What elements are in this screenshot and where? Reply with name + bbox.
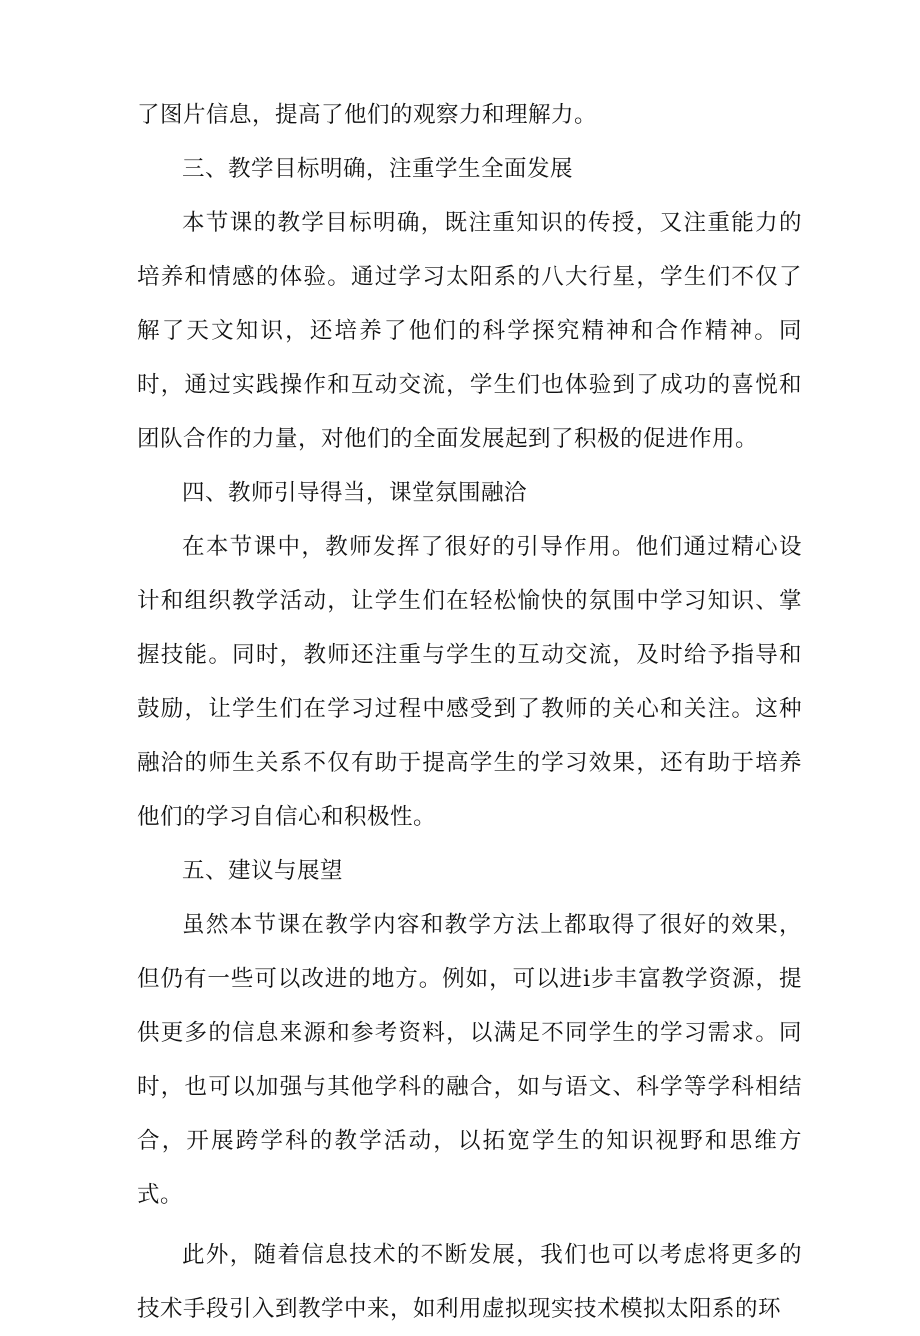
paragraph-continuation: 了图片信息，提高了他们的观察力和理解力。	[137, 102, 598, 128]
paragraph-suggestions: 虽然本节课在教学内容和教学方法上都取得了很好的效果，但仍有一些可以改进的地方。例如，可以进i步丰富教学资源，提供更多的信息来源和参考资料，以满足不同学生的学习需求。同时，也可以加强与其他学科的融合，如与语文、科学等学科相结合，开展跨学科的教学活动，以拓宽学生的知识视野和思维方式。	[137, 912, 802, 1208]
paragraph-teacher-guidance: 在本节课中，教师发挥了很好的引导作用。他们通过精心设计和组织教学活动，让学生们在轻松愉快的氛围中学习知识、掌握技能。同时，教师还注重与学生的互动交流，及时给予指导和鼓励，让学生们在学习过程中感受到了教师的关心和关注。这种融洽的师生关系不仅有助于提高学生的学习效果，还有助于培养他们的学习自信心和积极性。	[137, 534, 802, 830]
document-body	[137, 88, 802, 1336]
section-heading-5: 五、建议与展望	[182, 858, 344, 884]
section-heading-4: 四、教师引导得当，课堂氛围融洽	[182, 480, 528, 506]
paragraph-teaching-goals: 本节课的教学目标明确，既注重知识的传授，又注重能力的培养和情感的体验。通过学习太阳系的八大行星，学生们不仅了解了天文知识，还培养了他们的科学探究精神和合作精神。同时，通过实践操作和互动交流，学生们也体验到了成功的喜悦和团队合作的力量，对他们的全面发展起到了积极的促进作用。	[137, 210, 802, 452]
section-heading-3: 三、教学目标明确，注重学生全面发展	[182, 156, 574, 182]
paragraph-outlook: 此外，随着信息技术的不断发展，我们也可以考虑将更多的技术手段引入到教学中来，如利用虚拟现实技术模拟太阳系的环	[137, 1242, 802, 1322]
